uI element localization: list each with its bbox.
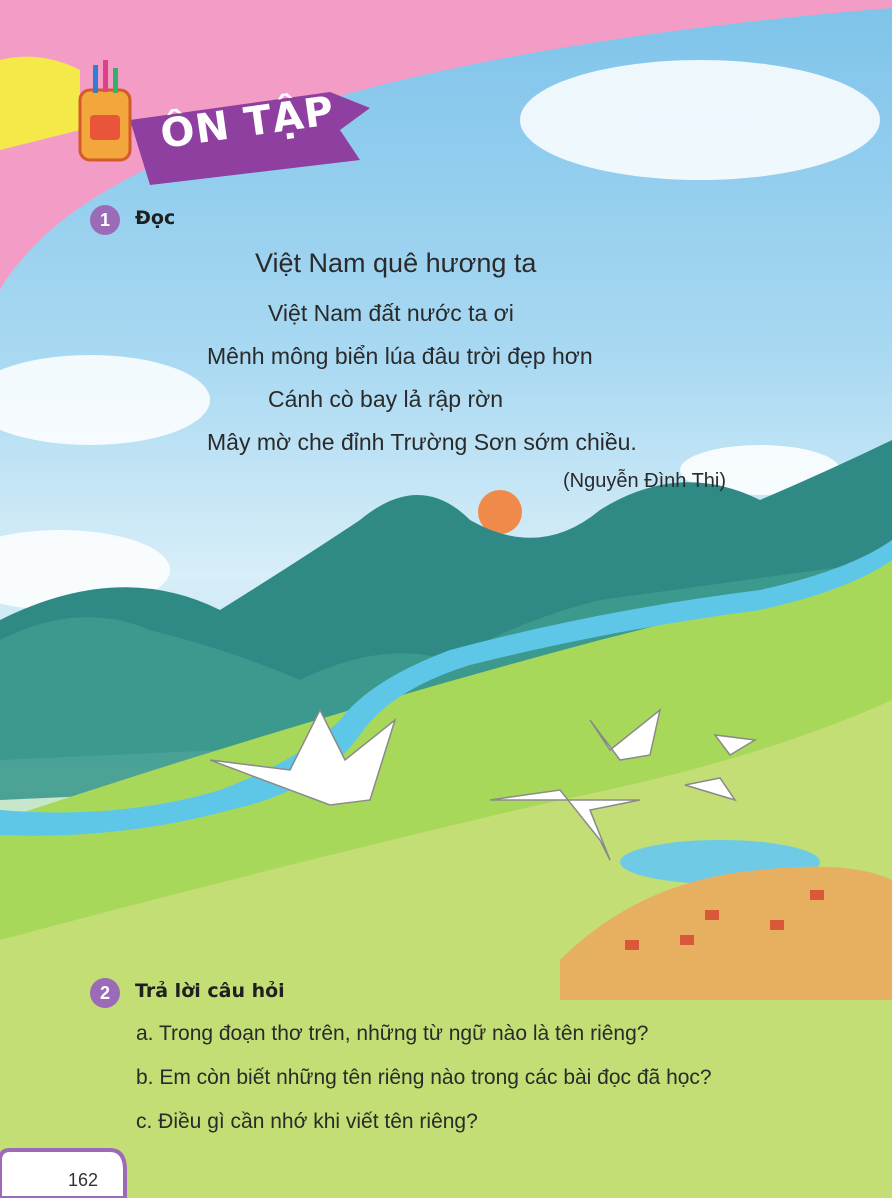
poem-line: Mênh mông biển lúa đâu trời đẹp hơn [207, 343, 593, 369]
poem-line: Cánh cò bay lả rập rờn [268, 386, 503, 412]
poem-author: (Nguyễn Đình Thi) [563, 470, 727, 492]
section-1-badge: 1 [90, 205, 120, 235]
page-number: 162 [68, 1170, 99, 1190]
banner-title: ÔN TẬP [157, 88, 338, 158]
question-c: c. Điều gì cần nhớ khi viết tên riêng? [136, 1110, 478, 1133]
poem-title: Việt Nam quê hương ta [255, 248, 537, 278]
sun-icon [478, 490, 522, 534]
question-b: b. Em còn biết những tên riêng nào trong các bài đọc đã học? [136, 1066, 712, 1089]
question-a: a. Trong đoạn thơ trên, những từ ngữ nào là tên riêng? [136, 1022, 649, 1045]
poem-line: Việt Nam đất nước ta ơi [268, 300, 514, 326]
section-2-title: Trả lời câu hỏi [135, 980, 285, 1002]
section-2-badge: 2 [90, 978, 120, 1008]
section-1-title: Đọc [135, 207, 176, 229]
poem-line: Mây mờ che đỉnh Trường Sơn sớm chiều. [207, 429, 637, 455]
